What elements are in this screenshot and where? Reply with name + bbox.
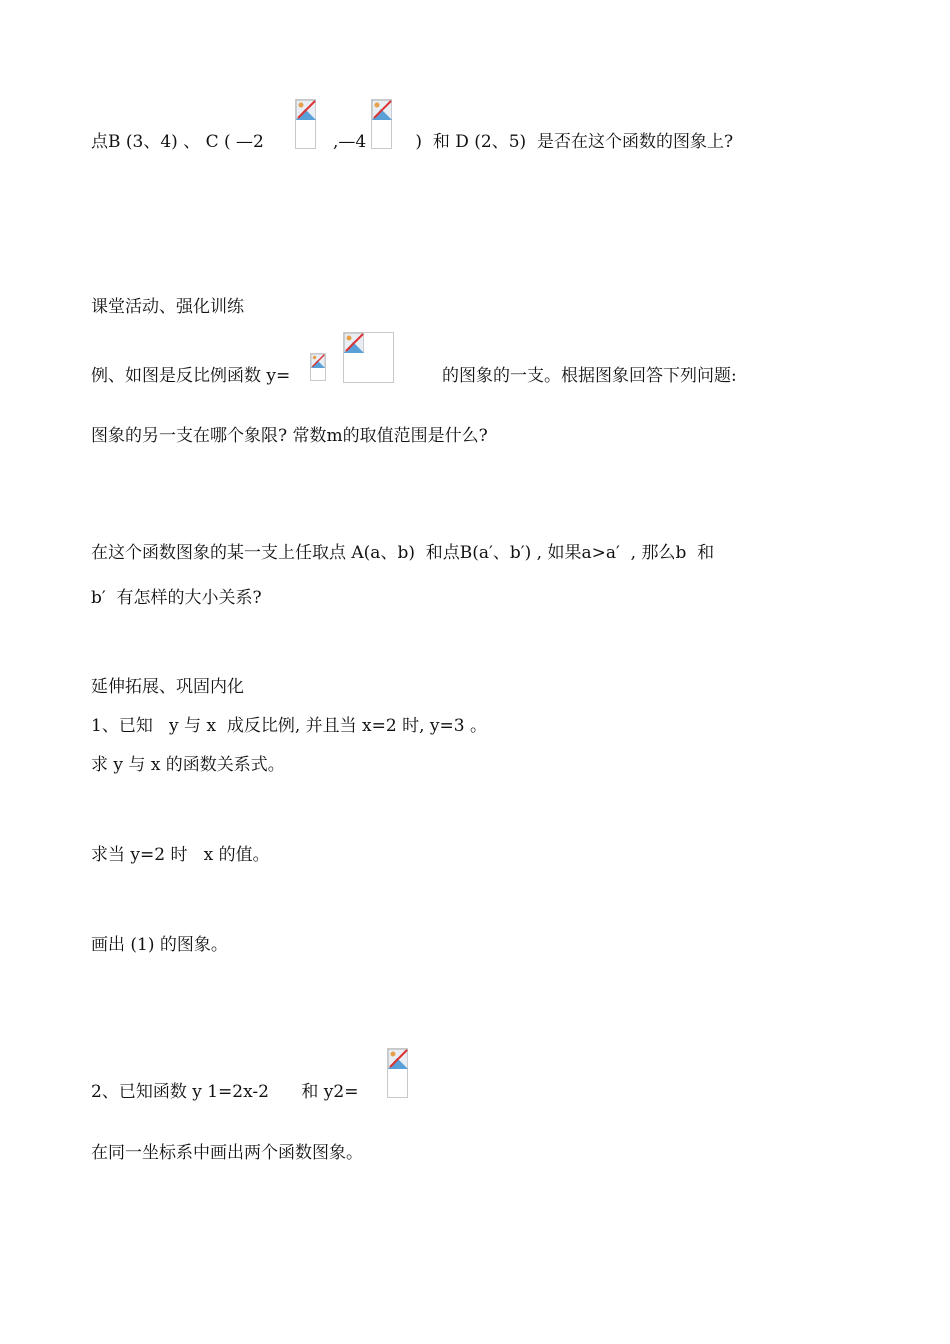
example-suffix: 的图象的一支。根据图象回答下列问题: <box>442 366 737 386</box>
image-placeholder-icon <box>387 1048 408 1098</box>
problem1-intro: 1、已知 y 与 x 成反比例, 并且当 x=2 时, y=3 。 <box>91 716 487 736</box>
points-question-part3: ) 和 D (2、5) 是否在这个函数的图象上? <box>410 132 734 152</box>
section-title-extension: 延伸拓展、巩固内化 <box>91 677 244 697</box>
points-question-part1: 点B (3、4) 、 C ( —2 <box>91 132 264 152</box>
example-question-2-line2: b′ 有怎样的大小关系? <box>91 588 262 608</box>
problem1-question1: 求 y 与 x 的函数关系式。 <box>91 755 285 775</box>
section-title-classroom: 课堂活动、强化训练 <box>91 297 244 317</box>
example-prefix: 例、如图是反比例函数 y= <box>91 366 291 386</box>
points-question-part2: ,—4 <box>333 132 367 152</box>
problem2-intro: 2、已知函数 y 1=2x-2 和 y2= <box>91 1082 359 1102</box>
graph-image-placeholder <box>343 332 394 383</box>
image-placeholder-icon <box>295 99 316 149</box>
image-placeholder-icon <box>310 353 326 381</box>
example-question-1: 图象的另一支在哪个象限? 常数m的取值范围是什么? <box>91 426 488 446</box>
problem1-question2: 求当 y=2 时 x 的值。 <box>91 845 270 865</box>
image-placeholder-icon <box>371 99 392 149</box>
example-question-2-line1: 在这个函数图象的某一支上任取点 A(a、b) 和点B(a′、b′) , 如果a>a′ , 那么b 和 <box>91 543 715 563</box>
problem2-question1: 在同一坐标系中画出两个函数图象。 <box>91 1143 363 1163</box>
problem1-question3: 画出 (1) 的图象。 <box>91 935 228 955</box>
